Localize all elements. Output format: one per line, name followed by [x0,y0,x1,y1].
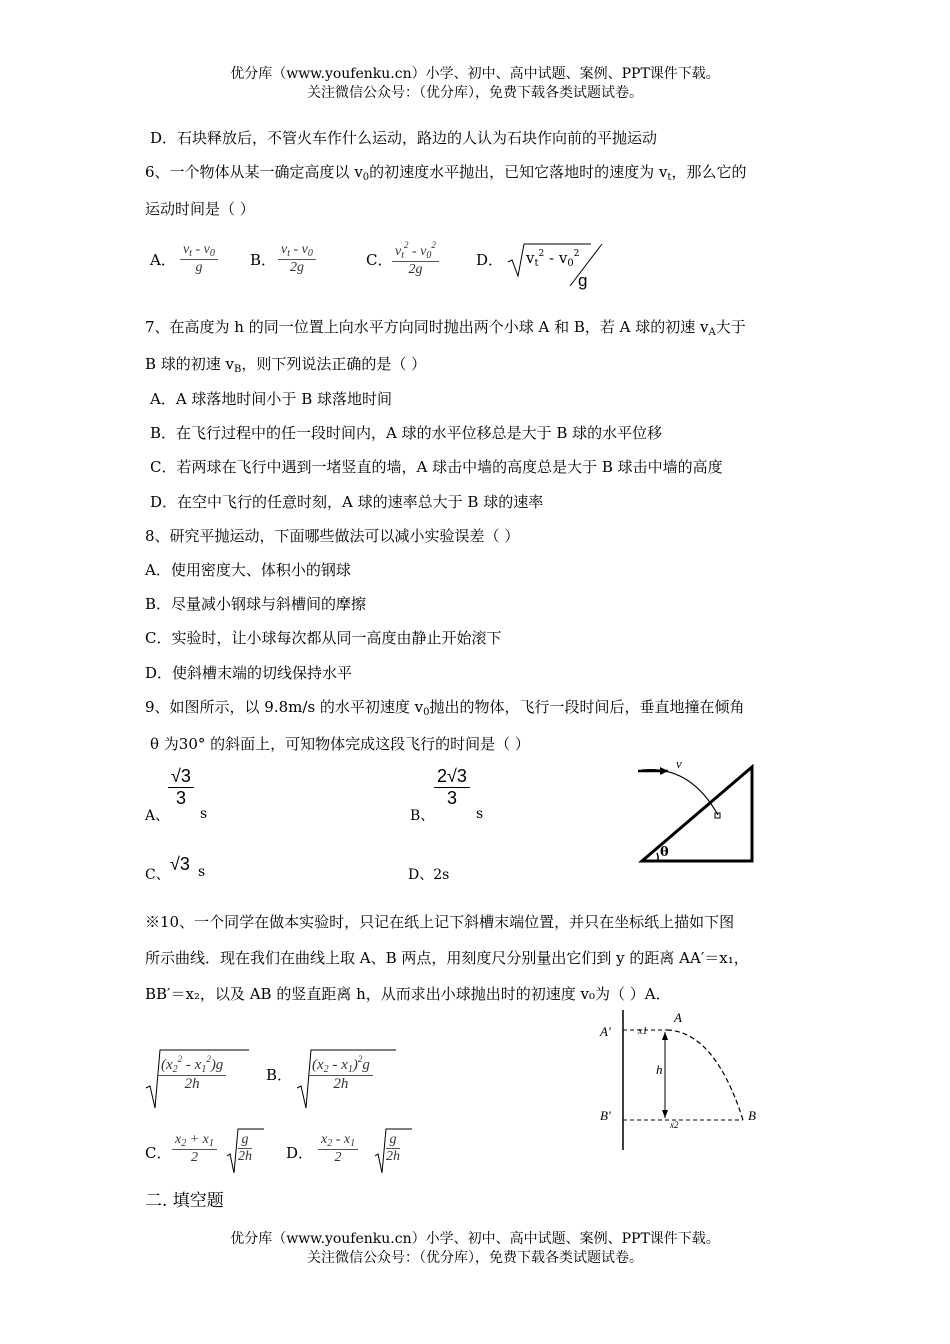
q6-option-d-g: g [578,271,588,290]
q10-figure-label-b-prime: B′ [600,1108,611,1123]
q8-option-a: A．使用密度大、体积小的钢球 [145,561,351,579]
q10-label-d: D． [286,1144,314,1162]
q9-option-a: √3 3 [168,766,194,809]
q9-unit-c: s [198,864,206,880]
section-2-title: 二. 填空题 [145,1191,224,1211]
footer-line-2: 关注微信公众号：（优分库），免费下载各类试题试卷。 [307,1250,643,1266]
q8-stem: 8、研究平抛运动，下面哪些做法可以减小实验误差（ ） [145,527,520,545]
q8-option-c: C．实验时，让小球每次都从同一高度由静止开始滚下 [145,629,502,647]
q9-figure-velocity-label: v [676,756,682,771]
q10-label-b: B． [266,1066,293,1084]
header-line-2: 关注微信公众号：（优分库），免费下载各类试题试卷。 [307,85,643,101]
q6-option-a: $v_t - v_0$ g [180,242,218,276]
q10-figure-label-x1: x1 [638,1026,648,1037]
q7-option-c: C．若两球在飞行中遇到一堵竖直的墙，A 球击中墙的高度总是大于 B 球击中墙的高度 [150,458,723,476]
q9-figure-incline [630,755,760,865]
q7-option-d: D．在空中飞行的任意时刻，A 球的速率总大于 B 球的速率 [150,493,544,511]
q5-option-d: D．石块释放后，不管火车作什么运动，路边的人认为石块作向前的平抛运动 [150,129,658,147]
q9-stem-line2: θ 为30° 的斜面上，可知物体完成这段飞行的时间是（ ） [150,735,530,753]
q6-option-c: $v_t^2 - v_0^2$ 2g [392,240,439,278]
q10-figure-trajectory [595,1010,765,1155]
q10-figure-label-h: h [656,1062,663,1077]
q9-label-c: C、 [145,867,170,883]
q10-option-c-root: g 2h [238,1132,252,1164]
q6-label-c: C． [366,251,393,269]
q9-option-d: D、2s [408,867,450,883]
q10-label-c: C． [145,1144,172,1162]
q8-option-b: B．尽量减小钢球与斜槽间的摩擦 [145,595,367,613]
q9-option-c: √3 [170,854,190,874]
q10-stem-line2: 所示曲线．现在我们在曲线上取 A、B 两点，用刻度尺分别量出它们到 y 的距离 AA′＝x₁， [145,949,749,967]
q9-option-b: 2√3 3 [434,766,470,809]
q8-option-d: D．使斜槽末端的切线保持水平 [145,664,353,682]
q7-option-b: B．在飞行过程中的任一段时间内，A 球的水平位移总是大于 B 球的水平位移 [150,424,663,442]
q7-stem-line1: 7、在高度为 h 的同一位置上向水平方向同时抛出两个小球 A 和 B，若 A 球的初速 $v_A$大于 [145,318,746,338]
q6-label-b: B． [250,251,277,269]
header-line-1: 优分库（www.youfenku.cn）小学、初中、高中试题、案例、PPT课件下载。 [230,66,720,82]
q7-stem-line2: B 球的初速 $v_B$，则下列说法正确的是（ ） [145,355,427,375]
q10-figure-label-a-prime: A′ [600,1024,611,1039]
q9-label-a: A、 [145,808,170,824]
q6-stem-line2: 运动时间是（ ） [145,200,255,218]
q9-figure-theta-label: θ [660,845,669,860]
q9-unit-a: s [200,806,208,822]
q10-option-d-root: g 2h [386,1132,400,1164]
q10-option-d-frac: $x_2 - x_1$ 2 [318,1132,358,1166]
q10-stem-line1: ※10、一个同学在做本实验时，只记在纸上记下斜槽末端位置，并只在坐标纸上描如下图 [145,913,735,931]
q10-option-a: $(x_2^2 - x_1^2)g$ 2h [158,1054,226,1093]
q10-figure-label-x2: x2 [670,1120,679,1130]
q6-stem-line1: 6、一个物体从某一确定高度以 $v_0$的初速度水平抛出，已知它落地时的速度为 $v_t$，那么它的 [145,163,747,183]
q7-option-a: A．A 球落地时间小于 B 球落地时间 [150,390,392,408]
q6-label-d: D． [476,251,504,269]
q10-option-c-frac: $x_2 + x_1$ 2 [172,1132,217,1166]
q10-figure-label-a: A [674,1010,682,1025]
q10-figure-label-b: B [748,1108,756,1123]
q6-option-d-expr: $v_t^2 - v_0^2$ [526,249,580,269]
q6-option-b: $v_t - v_0$ 2g [278,242,316,276]
footer-line-1: 优分库（www.youfenku.cn）小学、初中、高中试题、案例、PPT课件下载。 [230,1231,720,1247]
q10-stem-line3: BB′＝x₂，以及 AB 的竖直距离 h，从而求出小球抛出时的初速度 v₀为（ ）A． [145,985,671,1003]
q6-label-a: A． [150,251,176,269]
q10-option-b: $(x_2 - x_1)^2g$ 2h [309,1054,373,1093]
q9-label-b: B、 [410,808,435,824]
q9-unit-b: s [476,806,484,822]
q9-stem-line1: 9、如图所示，以 9.8m/s 的水平初速度 $v_0$抛出的物体，飞行一段时间后，垂直地撞在倾角 [145,698,745,718]
